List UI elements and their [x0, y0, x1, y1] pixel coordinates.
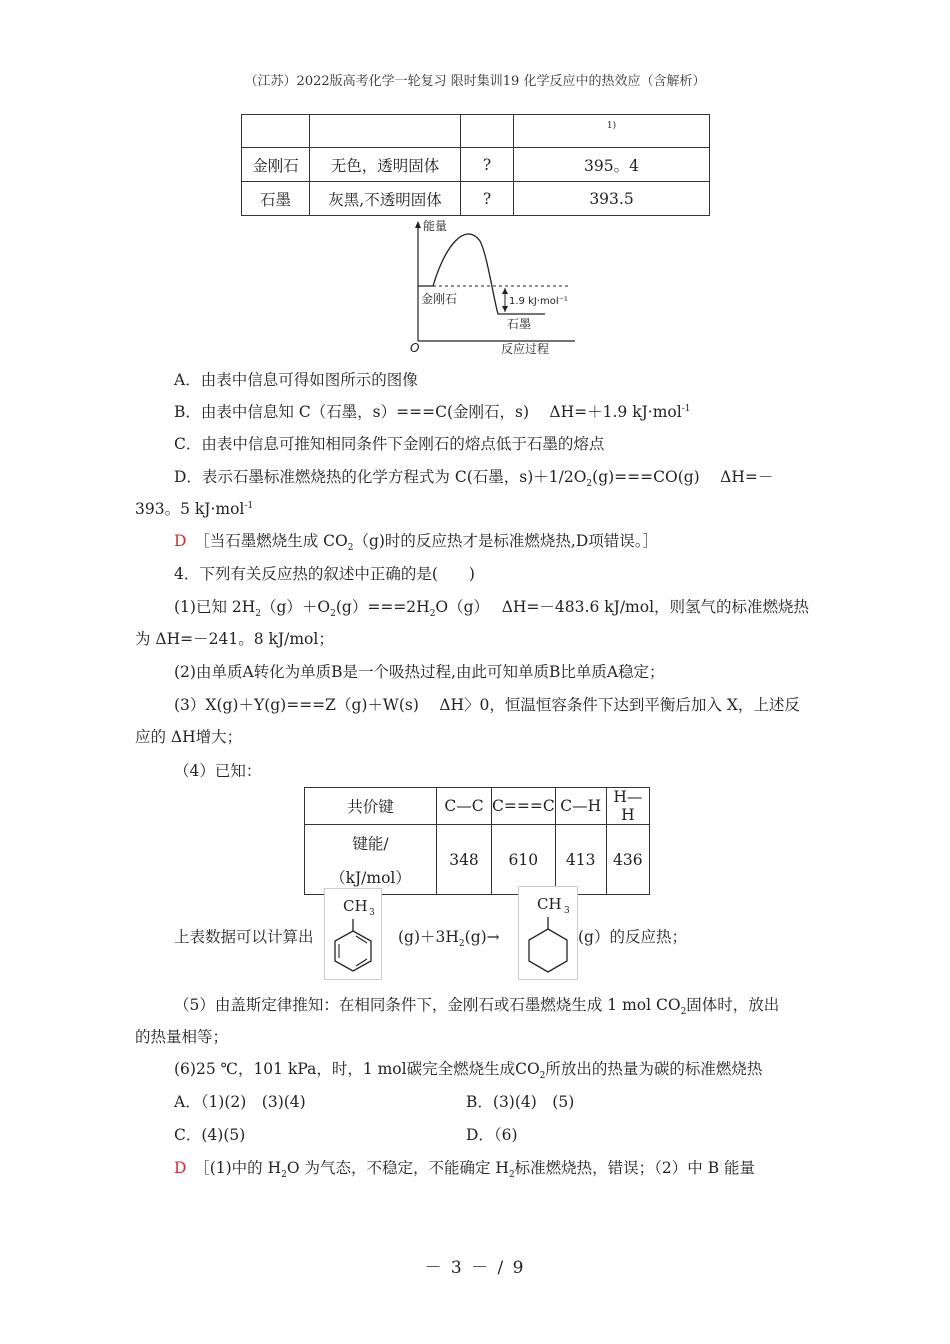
- q4-option-a: A．（1)(2) (3)(4): [174, 1093, 306, 1111]
- q4-answer: D: [174, 1159, 187, 1177]
- svg-text:3: 3: [564, 906, 570, 916]
- q3-option-d-cont: 393。5 kJ·mol$^{-1}$: [135, 500, 254, 518]
- q3-option-c: C．由表中信息可推知相同条件下金刚石的熔点低于石墨的熔点: [174, 435, 605, 453]
- q4-statement-3: (3）X(g)＋Y(g)===Z（g)＋W(s) ΔH〉0，恒温恒容条件下达到平衡后加入 X，上述反: [174, 696, 800, 714]
- q3-option-d: D．表示石墨标准燃烧热的化学方程式为 C(石墨，$s)+1/2O_2(g)===CO(g)$ ΔH=－: [174, 468, 774, 489]
- q4-statement-5: （5）由盖斯定律推知：在相同条件下，金刚石或石墨燃烧生成 1 mol $CO_2$固体时，放出: [174, 996, 780, 1017]
- graphite-label: 石墨: [507, 317, 532, 331]
- q4-statement-3-cont: 应的 ΔH增大；: [135, 728, 243, 746]
- q4-statement-5-cont: 的热量相等；: [135, 1028, 229, 1046]
- toluene-structure: [324, 888, 382, 980]
- table-row: 键能/ （kJ/mol） 348 610 413 436: [305, 825, 650, 895]
- energy-diagram: [405, 216, 581, 356]
- page-header: （江苏）2022版高考化学一轮复习 限时集训19 化学反应中的热效应（含解析）: [244, 74, 706, 89]
- bond-energy-table: 共价键 C—C C===C C—H H—H 键能/ （kJ/mol） 348 610 413 436: [304, 787, 650, 895]
- q3-explanation: D ［当石墨燃烧生成 $CO_2(g)$时的反应热才是标准燃烧热,D项错误。］: [174, 532, 659, 553]
- q4-statement-1-cont: 为 ΔH=－241。8 kJ/mol；: [135, 630, 334, 648]
- q4-statement-4: （4）已知：: [174, 762, 262, 780]
- q4-statement-6: (6)25 ℃，101 kPa，时，1 mol碳完全燃烧生成$CO_2$所放出的热量为碳的标准燃烧热: [174, 1060, 763, 1081]
- origin-label: O: [410, 341, 420, 355]
- q4-calc-text-b: $(g)+3H_2(g)\to$: [398, 928, 500, 949]
- table-row: 石墨 灰黑,不透明固体 ? 393.5: [242, 182, 710, 216]
- q4-statement-2: (2)由单质A转化为单质B是一个吸热过程,由此可知单质B比单质A稳定；: [174, 663, 665, 681]
- svg-text:3: 3: [369, 908, 375, 918]
- delta-h-label: 1.9 kJ·mol⁻¹: [509, 296, 568, 307]
- q4-option-b: B．(3)(4) (5): [466, 1093, 575, 1111]
- q3-answer: D: [174, 532, 187, 550]
- q4-stem: 4．下列有关反应热的叙述中正确的是( ): [174, 565, 475, 583]
- methylcyclohexane-icon: [519, 887, 577, 979]
- diamond-label: 金刚石: [421, 292, 458, 306]
- energy-axis-label: 能量: [423, 219, 448, 233]
- q3-option-a: A．由表中信息可得如图所示的图像: [174, 371, 418, 389]
- reaction-axis-label: 反应过程: [501, 342, 550, 356]
- q4-calc-text-d: (g）的反应热；: [578, 928, 687, 946]
- page-number: － 3 － / 9: [424, 1258, 526, 1278]
- q4-calc-text-a: 上表数据可以计算出: [174, 928, 314, 946]
- table-row: 金刚石 无色，透明固体 ? 395。4: [242, 148, 710, 182]
- q4-option-c: C．(4)(5): [174, 1126, 246, 1144]
- methylcyclohexane-structure: [518, 886, 578, 980]
- q3-option-b: B．由表中信息知 C（石墨，s）===C(金刚石，s) ΔH=＋1.9 kJ·mol$^{-1}$: [174, 403, 691, 421]
- svg-text:CH: CH: [343, 897, 368, 915]
- q4-explanation: D ［(1)中的 $H_2O$ 为气态，不稳定，不能确定 $H_2$标准燃烧热，错误；（2）中 B 能量: [174, 1159, 756, 1180]
- table-header-fragment: 1): [514, 115, 710, 148]
- q4-option-d: D．（6): [466, 1126, 518, 1144]
- svg-text:CH: CH: [537, 895, 562, 913]
- allotrope-table: [241, 114, 710, 216]
- toluene-icon: [325, 889, 381, 979]
- q4-statement-1: (1)已知 $2H_2(g)+O_2(g)===2H_2O(g)$ ΔH=－483.6 kJ/mol，则氢气的标准燃烧热: [174, 598, 810, 619]
